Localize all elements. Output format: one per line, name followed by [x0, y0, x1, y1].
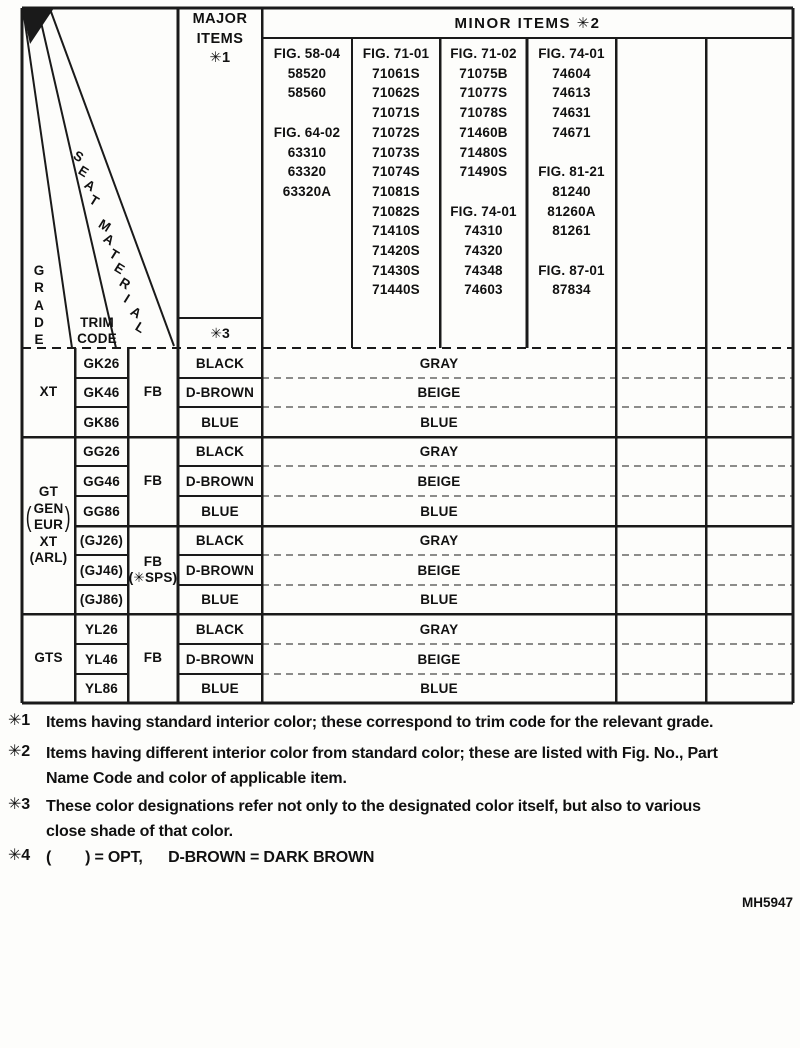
trim-code-cell: (GJ86) — [79, 592, 124, 607]
footnote-text: Items having standard interior color; these correspond to trim code for the relevant grade. — [46, 714, 714, 731]
trim-code-cell: GG26 — [83, 444, 120, 459]
minor-items-header: MINOR ITEMS ✳2 — [454, 15, 601, 32]
trim-code-cell: GK46 — [83, 385, 120, 400]
trim-code-cell: GG86 — [83, 503, 120, 519]
trim-code-cell: YL26 — [84, 621, 119, 637]
minor-color-cell: GRAY — [419, 355, 459, 371]
minor-color-cell: BLUE — [420, 414, 458, 430]
major-color-cell: BLUE — [201, 414, 239, 430]
trim-code-axis-label: TRIM CODE — [77, 315, 117, 346]
grade-paren-lines: GEN EUR — [33, 500, 64, 533]
table-row — [75, 526, 793, 555]
minor-color-cell: BLUE — [420, 592, 458, 607]
major-color-cell: BLACK — [195, 533, 245, 548]
footnote-ref: ✳2 — [8, 743, 30, 760]
trim-code-cell: (GJ46) — [79, 562, 124, 578]
seat-material-axis-label: S E A T M A T E R I A L — [70, 147, 148, 336]
footnote-text: ( ) = OPT, D-BROWN = DARK BROWN — [46, 849, 375, 866]
grade-axis-label: G R A D E — [33, 263, 45, 348]
major-items-note-ref: ✳3 — [210, 324, 230, 341]
trim-code-cell: GK86 — [83, 414, 120, 430]
grade-label: GTS — [34, 650, 63, 666]
grade-label: GT — [38, 484, 59, 500]
grade-cell-gts — [22, 614, 75, 703]
table-row — [75, 496, 793, 526]
footnote-ref: ✳4 — [8, 847, 30, 864]
footnote-ref: ✳1 — [8, 712, 30, 729]
close-paren: ) — [65, 501, 72, 533]
table-row — [75, 407, 793, 437]
major-color-cell: BLACK — [195, 444, 245, 459]
grade-cell-xt — [22, 348, 75, 437]
minor-column-fig-58-04: FIG. 58-04 58520 58560 FIG. 64-02 63310 63320 63320A — [273, 46, 341, 199]
table-row — [75, 437, 793, 466]
seat-material-cell: FB — [143, 384, 163, 400]
grade-label: XT — [39, 533, 58, 549]
table-row — [75, 378, 793, 407]
footnote-text: These color designations refer not only to the designated color itself, but also to various close shade of that color. — [46, 798, 701, 840]
minor-column-fig-71-02: FIG. 71-02 71075B 71077S 71078S 71460B 71480S 71490S FIG. 74-01 74310 74320 74348 74603 — [450, 46, 517, 298]
major-items-header: MAJOR ITEMS ✳1 — [192, 11, 248, 66]
table-row — [75, 466, 793, 496]
trim-code-cell: GK26 — [83, 355, 120, 371]
trim-code-cell: YL86 — [84, 681, 119, 696]
minor-column-fig-71-01: FIG. 71-01 71061S 71062S 71071S 71072S 71073S 71074S 71081S 71082S 71410S 71420S 71430S 71440S — [362, 46, 430, 298]
minor-color-cell: GRAY — [419, 533, 459, 548]
minor-column-fig-74-01: FIG. 74-01 74604 74613 74631 74671 FIG. 81-21 81240 81260A 81261 FIG. 87-01 87834 — [538, 46, 605, 298]
minor-color-cell: BEIGE — [417, 385, 461, 400]
document-code: MH5947 — [741, 895, 793, 910]
minor-color-cell: BEIGE — [417, 562, 461, 578]
minor-color-cell: BLUE — [420, 503, 458, 519]
minor-color-cell: BLUE — [420, 681, 458, 696]
table-row — [75, 555, 793, 585]
grade-label: (ARL) — [29, 550, 68, 566]
footnote-text: Items having different interior color from standard color; these are listed with Fig. No., Part Name Code and color of applicable item. — [46, 745, 718, 787]
minor-color-cell: BEIGE — [417, 473, 461, 489]
major-color-cell: BLUE — [201, 503, 239, 519]
major-color-cell: BLACK — [195, 621, 245, 637]
major-color-cell: BLUE — [201, 681, 239, 696]
table-row — [75, 644, 793, 674]
grade-label: XT — [39, 384, 58, 400]
major-color-cell: D-BROWN — [185, 473, 255, 489]
major-color-cell: D-BROWN — [185, 562, 255, 578]
minor-color-cell: GRAY — [419, 621, 459, 637]
table-row — [75, 348, 793, 378]
table-row — [75, 674, 793, 703]
table-row — [75, 585, 793, 614]
minor-color-cell: BEIGE — [417, 651, 461, 667]
major-color-cell: D-BROWN — [185, 651, 255, 667]
trim-code-cell: YL46 — [84, 651, 119, 667]
trim-code-cell: GG46 — [83, 473, 120, 489]
major-color-cell: BLACK — [195, 355, 245, 371]
major-color-cell: BLUE — [201, 592, 239, 607]
grade-paren-group — [24, 501, 73, 534]
seat-material-cell: FB — [143, 650, 163, 666]
footnote-ref: ✳3 — [8, 796, 30, 813]
major-color-cell: D-BROWN — [185, 385, 255, 400]
seat-material-cell: FB (✳SPS) — [128, 553, 178, 585]
grade-cell-gt — [22, 437, 75, 614]
table-row — [75, 614, 793, 644]
open-paren: ( — [25, 501, 32, 533]
seat-material-cell: FB — [143, 473, 163, 489]
minor-color-cell: GRAY — [419, 444, 459, 459]
trim-code-cell: (GJ26) — [79, 533, 124, 548]
